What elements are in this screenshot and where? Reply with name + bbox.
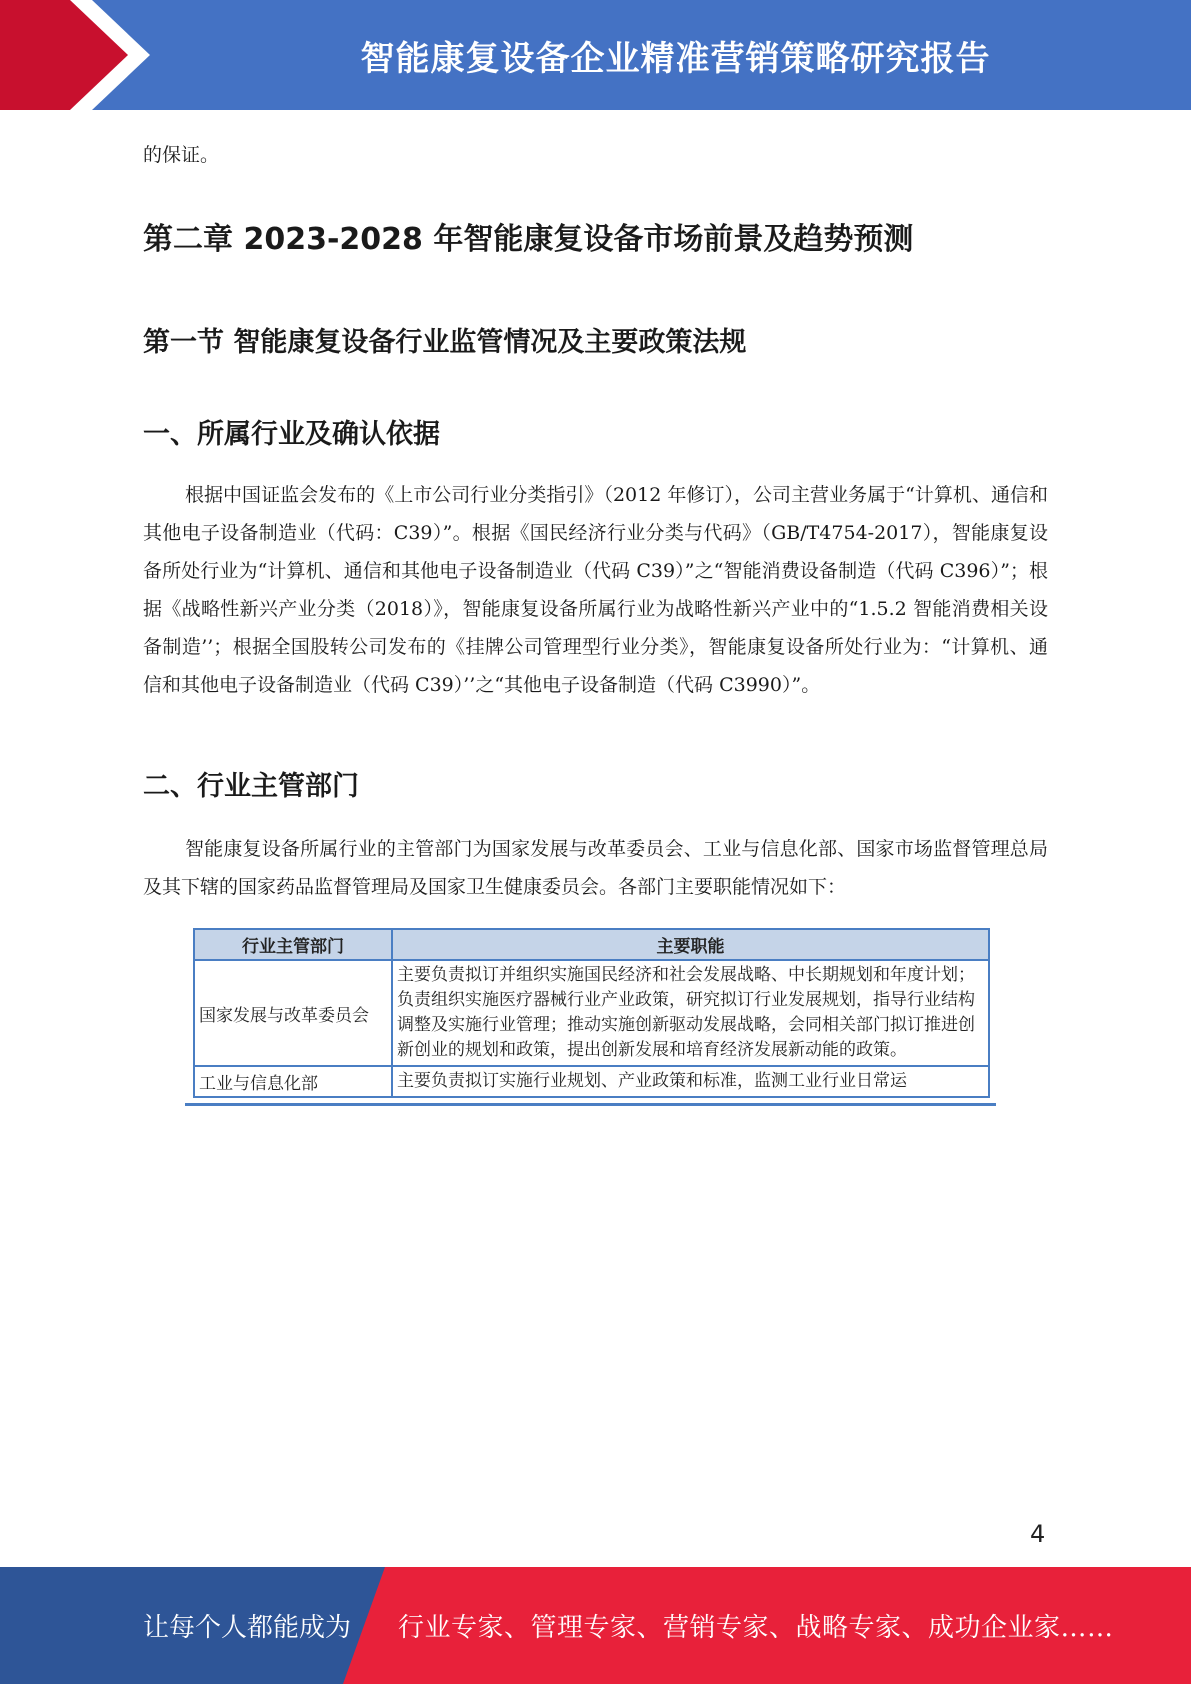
- regulator-table: [193, 928, 990, 1098]
- header-arrow-icon: [0, 0, 160, 110]
- chapter-title: 第二章 2023-2028 年智能康复设备市场前景及趋势预测: [143, 222, 914, 257]
- footer-band: [0, 1567, 1191, 1684]
- carryover-text: 的保证。: [143, 144, 220, 166]
- header-band: [0, 0, 1191, 110]
- page-number: 4: [1030, 1520, 1046, 1548]
- footer-slogan-right: 行业专家、管理专家、营销专家、战略专家、成功企业家……: [398, 1613, 1114, 1643]
- paragraph-industry-classification: 根据中国证监会发布的《上市公司行业分类指引》（2012 年修订），公司主营业务属于“计算机、通信和其他电子设备制造业（代码：C39）”。根据《国民经济行业分类与代码》（GB/T4754-2017），智能康复设备所处行业为“计算机、通信和其他电子设备制造业（代码 C39）”之“智能消费设备制造（代码 C396）”；根据《战略性新兴产业分类（2018）》，智能康复设备所属行业为战略性新兴产业中的“1.5.2 智能消费相关设备制造’’；根据全国股转公司发布的《挂牌公司管理型行业分类》，智能康复设备所处行业为：“计算机、通信和其他电子设备制造业（代码 C39）’’之“其他电子设备制造（代码 C3990）”。: [143, 484, 1048, 696]
- subsection-title-1: 一、所属行业及确认依据: [143, 419, 440, 450]
- footer-slogan-left: 让每个人都能成为: [143, 1613, 352, 1643]
- table-row: [194, 1066, 989, 1097]
- table-header-dept: 行业主管部门: [194, 929, 392, 960]
- table-cell-func: 主要负责拟订并组织实施国民经济和社会发展战略、中长期规划和年度计划；负责组织实施医疗器械行业产业政策，研究拟订行业发展规划，指导行业结构调整及实施行业管理；推动实施创新驱动发展战略，会同相关部门拟订推进创新创业的规划和政策，提出创新发展和培育经济发展新动能的政策。: [392, 960, 989, 1066]
- section-title: 第一节 智能康复设备行业监管情况及主要政策法规: [143, 327, 747, 358]
- table-cell-func: 主要负责拟订实施行业规划、产业政策和标准，监测工业行业日常运: [392, 1066, 989, 1097]
- subsection-title-2: 二、行业主管部门: [143, 771, 359, 802]
- table-bottom-rule: [185, 1103, 996, 1106]
- paragraph-regulators: 智能康复设备所属行业的主管部门为国家发展与改革委员会、工业与信息化部、国家市场监督管理总局及其下辖的国家药品监督管理局及国家卫生健康委员会。各部门主要职能情况如下：: [143, 838, 1048, 898]
- table-header-row: [194, 929, 989, 960]
- report-title: 智能康复设备企业精准营销策略研究报告: [360, 38, 991, 79]
- table-cell-dept: 国家发展与改革委员会: [194, 960, 392, 1066]
- table-cell-dept: 工业与信息化部: [194, 1066, 392, 1097]
- table-row: [194, 960, 989, 1066]
- table-header-func: 主要职能: [392, 929, 989, 960]
